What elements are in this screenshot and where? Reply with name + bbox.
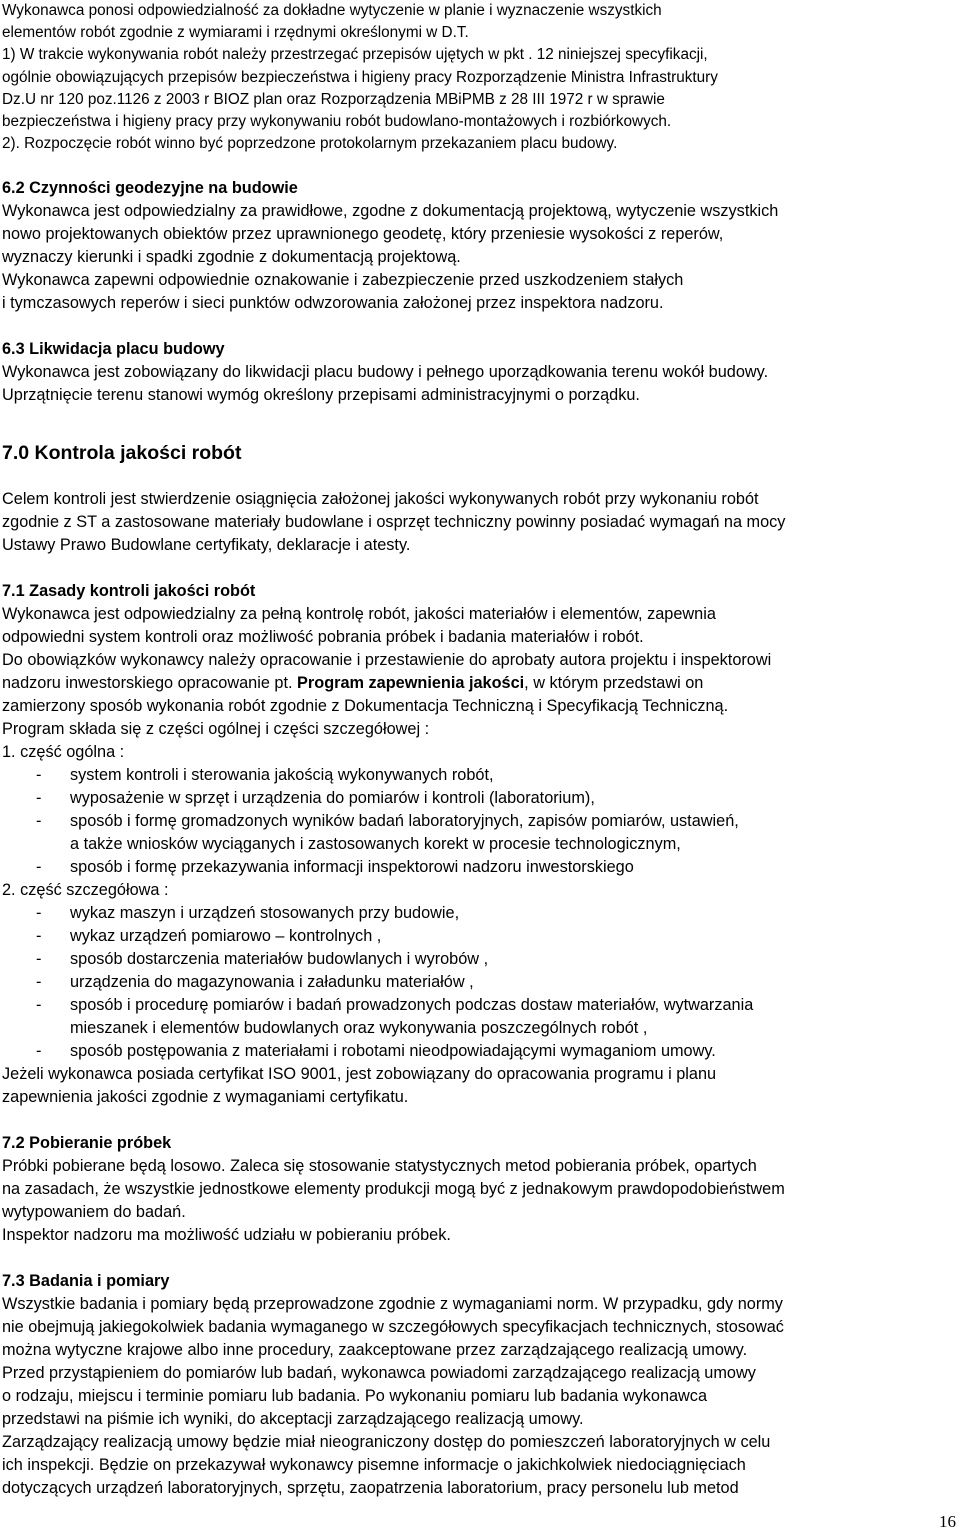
list-dash: - [36, 766, 42, 785]
list-dash: - [36, 996, 42, 1015]
list-item-continuation: mieszanek i elementów budowlanych oraz wykonywania poszczególnych robót , [70, 1019, 648, 1038]
section-heading: 6.3 Likwidacja placu budowy [2, 340, 225, 359]
text-line: Wszystkie badania i pomiary będą przeprowadzone zgodnie z wymaganiami norm. W przypadku, gdy normy [2, 1295, 783, 1314]
text-line: Wykonawca zapewni odpowiednie oznakowanie i zabezpieczenie przed uszkodzeniem stałych [2, 271, 684, 290]
text-line: Próbki pobierane będą losowo. Zaleca się stosowanie statystycznych metod pobierania próbek, opartych [2, 1157, 757, 1176]
section-7-1 [2, 580, 954, 1109]
text-line: o rodzaju, miejscu i terminie pomiaru lub badania. Po wykonaniu pomiaru lub badania wykonawca [2, 1387, 708, 1406]
list-item: - sposób i formę przekazywania informacji inspektorowi nadzoru inwestorskiego [2, 856, 954, 879]
text-fragment: nadzoru inwestorskiego opracowanie pt. [2, 674, 298, 693]
text-fragment: , w którym przedstawi on [524, 674, 704, 693]
text-line: Dz.U nr 120 poz.1126 z 2003 r BIOZ plan oraz Rozporządzenia MBiPMB z 28 III 1972 r w sprawie [2, 90, 665, 108]
text-line: Program składa się z części ogólnej i części szczegółowej : [2, 720, 430, 739]
text-line: przedstawi na piśmie ich wyniki, do akceptacji zarządzającego realizacją umowy. [2, 1410, 584, 1429]
intro-section [2, 0, 954, 155]
text-line: ich inspekcji. Będzie on przekazywał wykonawcy pisemne informacje o jakichkolwiek niedociągnięciach [2, 1456, 746, 1475]
list-item: - wyposażenie w sprzęt i urządzenia do pomiarów i kontroli (laboratorium), [2, 787, 954, 810]
section-6-3 [2, 338, 954, 407]
section-6-2 [2, 177, 954, 315]
text-line: zgodnie z ST a zastosowane materiały budowlane i osprzęt techniczny powinny posiadać wymagań na mocy [2, 513, 786, 532]
list-label: 2. część szczegółowa : [2, 881, 169, 900]
section-heading: 6.2 Czynności geodezyjne na budowie [2, 179, 298, 198]
text-line: 1) W trakcie wykonywania robót należy przestrzegać przepisów ujętych w pkt . 12 niniejszej specyfikacji, [2, 46, 708, 64]
list-dash: - [36, 927, 42, 946]
list-label: 1. część ogólna : [2, 743, 125, 762]
list-dash: - [36, 1042, 42, 1061]
text-line: nie obejmują jakiegokolwiek badania wymaganego w szczegółowych specyfikacjach technicznych, stosować [2, 1318, 784, 1337]
section-7-0 [2, 441, 954, 557]
text-line: Wykonawca jest zobowiązany do likwidacji placu budowy i pełnego uporządkowania terenu wokół budowy. [2, 363, 769, 382]
list-item: - wykaz urządzeń pomiarowo – kontrolnych , [2, 925, 954, 948]
list-item-continuation: a także wniosków wyciąganych i zastosowanych korekt w procesie technologicznym, [70, 835, 681, 854]
text-line: Przed przystąpieniem do pomiarów lub badań, wykonawca powiadomi zarządzającego realizacją umowy [2, 1364, 756, 1383]
list-item: - sposób i procedurę pomiarów i badań prowadzonych podczas dostaw materiałów, wytwarzania [2, 994, 954, 1017]
list-dash: - [36, 950, 42, 969]
text-line: zamierzony sposób wykonania robót zgodnie z Dokumentacja Techniczną i Specyfikacją Techniczną. [2, 697, 729, 716]
section-heading: 7.1 Zasady kontroli jakości robót [2, 582, 256, 601]
text-line: nowo projektowanych obiektów przez uprawnionego geodetę, który przeniesie wysokości z reperów, [2, 225, 724, 244]
list-dash: - [36, 812, 42, 831]
list-dash: - [36, 973, 42, 992]
text-line: odpowiedni system kontroli oraz możliwość pobrania próbek i badania materiałów i robót. [2, 628, 644, 647]
text-line: Uprzątnięcie terenu stanowi wymóg określony przepisami administracyjnymi o porządku. [2, 386, 640, 405]
text-line: Wykonawca jest odpowiedzialny za prawidłowe, zgodne z dokumentacją projektową, wytyczenie wszystkich [2, 202, 779, 221]
text-line: Do obowiązków wykonawcy należy opracowanie i przestawienie do aprobaty autora projektu i inspektorowi [2, 651, 772, 670]
text-line: 2). Rozpoczęcie robót winno być poprzedzone protokolarnym przekazaniem placu budowy. [2, 135, 618, 153]
text-line: wyznaczy kierunki i spadki zgodnie z dokumentacją projektową. [2, 248, 461, 267]
section-heading: 7.0 Kontrola jakości robót [2, 442, 242, 465]
list-item: - system kontroli i sterowania jakością wykonywanych robót, [2, 764, 954, 787]
list-item: - urządzenia do magazynowania i załadunku materiałów , [2, 971, 954, 994]
text-line: bezpieczeństwa i higieny pracy przy wykonywaniu robót budowlano-montażowych i rozbiórkowych. [2, 113, 672, 131]
text-line: Zarządzający realizacją umowy będzie miał nieograniczony dostęp do pomieszczeń laboratoryjnych w celu [2, 1433, 771, 1452]
text-line: wytypowaniem do badań. [2, 1203, 186, 1222]
text-line [2, 672, 954, 695]
program-title: Program zapewnienia jakości [297, 674, 525, 693]
text-line: dotyczących urządzeń laboratoryjnych, sprzętu, zaopatrzenia laboratorium, pracy personelu lub metod [2, 1479, 739, 1498]
list-dash: - [36, 789, 42, 808]
section-heading: 7.3 Badania i pomiary [2, 1272, 170, 1291]
text-line: zapewnienia jakości zgodnie z wymaganiami certyfikatu. [2, 1088, 409, 1107]
list-item: - wykaz maszyn i urządzeń stosowanych przy budowie, [2, 902, 954, 925]
text-line: Wykonawca jest odpowiedzialny za pełną kontrolę robót, jakości materiałów i elementów, zapewnia [2, 605, 716, 624]
text-line: Celem kontroli jest stwierdzenie osiągnięcia założonej jakości wykonywanych robót przy wykonaniu robót [2, 490, 759, 509]
list-dash: - [36, 904, 42, 923]
text-line: na zasadach, że wszystkie jednostkowe elementy produkcji mogą być z jednakowym prawdopodobieństwem [2, 1180, 785, 1199]
list-item: - sposób dostarczenia materiałów budowlanych i wyrobów , [2, 948, 954, 971]
section-7-3 [2, 1270, 954, 1500]
text-line: ogólnie obowiązujących przepisów bezpieczeństwa i higieny pracy Rozporządzenie Ministra Infrastruktury [2, 68, 718, 86]
text-line: i tymczasowych reperów i sieci punktów odwzorowania założonej przez inspektora nadzoru. [2, 294, 664, 313]
document-page [2, 0, 954, 1500]
text-line: Wykonawca ponosi odpowiedzialność za dokładne wytyczenie w planie i wyznaczenie wszystkich [2, 2, 662, 19]
section-7-2 [2, 1132, 954, 1247]
list-item: - sposób postępowania z materiałami i robotami nieodpowiadającymi wymaganiom umowy. [2, 1040, 954, 1063]
text-line: elementów robót zgodnie z wymiarami i rzędnymi określonymi w D.T. [2, 24, 469, 42]
text-line: Inspektor nadzoru ma możliwość udziału w pobieraniu próbek. [2, 1226, 451, 1245]
list-dash: - [36, 858, 42, 877]
text-line: można wytyczne krajowe albo inne procedury, zaakceptowane przez zarządzającego realizacją umowy. [2, 1341, 748, 1360]
section-heading: 7.2 Pobieranie próbek [2, 1134, 172, 1153]
page-number: 16 [939, 1512, 956, 1531]
list-item: - sposób i formę gromadzonych wyników badań laboratoryjnych, zapisów pomiarów, ustawień, [2, 810, 954, 833]
text-line: Ustawy Prawo Budowlane certyfikaty, deklaracje i atesty. [2, 536, 411, 555]
text-line: Jeżeli wykonawca posiada certyfikat ISO 9001, jest zobowiązany do opracowania programu i planu [2, 1065, 717, 1084]
